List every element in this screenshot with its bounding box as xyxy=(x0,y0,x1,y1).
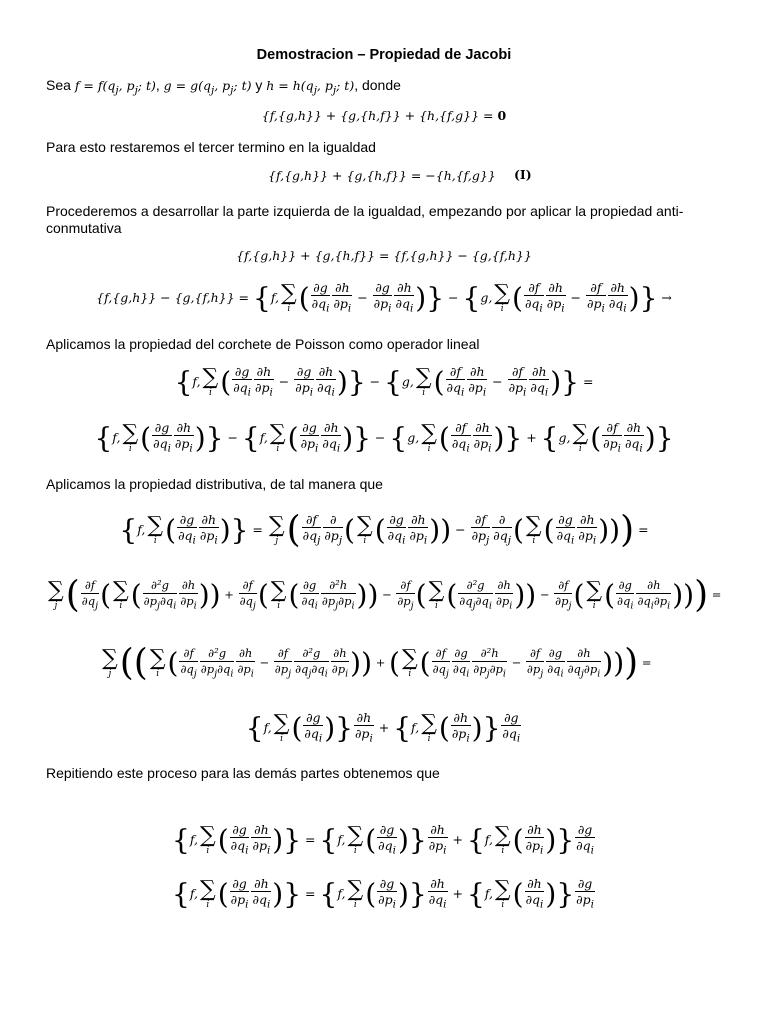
distributive-equation-line4: {f, ∑ i ( $\frac{\partial g}{\partial q_i}$ )} $\frac{\partial h}{\partial p_i}$ + {f, ∑ i ( $\frac{\partial h}{\partial p_i}$ )} $\frac{\partial g}{\partial q_i}$ xyxy=(245,710,521,745)
g-definition: $g = g(q_j$, $p_j$; t) xyxy=(163,78,252,97)
anticommutative-equation: {f,{g,h}} + {g,{h,f}} = {f,{g,h}} − {g,{f,h}} xyxy=(236,248,532,263)
jacobi-identity-equation: {f,{g,h}} + {g,{h,f}} + {h,{f,g}} = 0 xyxy=(261,108,507,123)
page-title: Demostracion – Propiedad de Jacobi xyxy=(256,47,512,63)
intro-y: y xyxy=(255,77,263,93)
paragraph-distributiva: Aplicamos la propiedad distributiva, de tal manera que xyxy=(46,476,383,492)
intro-line xyxy=(46,77,401,100)
intro-donde: , donde xyxy=(354,77,401,93)
paragraph-proceder-line2: conmutativa xyxy=(46,220,122,236)
distributive-equation-line3: ∑ j (( ∑ i ( $\frac{\partial f}{\partial q_j}$ $\frac{\text{∂²g}}{\partial p_j\partial q_i}$ $\frac{\partial h}{\partial p_i}$ − $\frac{\partial f}{\partial p_j}$ $\frac{\text{∂²g}}{\partial q_j\partial q_i}$ $\frac{\partial h}{\partial p_i}$ )) + ( ∑ i ( $\frac{\partial f}{\partial q_j}$ $\frac{\partial g}{\partial q_i}$ $\frac{\text{∂²h}}{\partial p_j\partial p_i}$ − $\frac{\partial f}{\partial p_j}$ $\frac{\partial g}{\partial q_i}$ $\frac{\partial h}{\partial q_j\partial p_i}$ ))) = xyxy=(102,642,652,684)
intro-comma: , xyxy=(155,77,160,93)
distributive-equation-line2: ∑ j ( $\frac{\partial f}{\partial q_j}$ ( ∑ i ( $\frac{\text{∂²g}}{\partial p_j\partial q_i}$ $\frac{\partial h}{\partial p_i}$ )) + $\frac{\partial f}{\partial q_j}$ ( ∑ i ( $\frac{\partial g}{\partial q_i}$ $\frac{\text{∂²h}}{\partial p_j\partial p_i}$ )) − $\frac{\partial f}{\partial p_j}$ ( ∑ i ( $\frac{\text{∂²g}}{\partial q_j\partial q_i}$ $\frac{\partial h}{\partial p_i}$ )) − $\frac{\partial f}{\partial p_j}$ ( ∑ i ( $\frac{\partial g}{\partial q_i}$ $\frac{\partial h}{\partial q_i\partial p_i}$ ))) = xyxy=(48,574,722,616)
equation-I-tag: (I) xyxy=(514,167,532,182)
paragraph-repetir: Repitiendo este proceso para las demás partes obtenemos que xyxy=(46,765,440,781)
expansion-equation: {f,{g,h}} − {g,{f,h}} = {f, ∑ i ( $\frac{\partial g}{\partial q_i}$ $\frac{\partial h}{\partial p_i}$ − $\frac{\partial g}{\partial p_i}$ $\frac{\partial h}{\partial q_i}$ )} − {g, ∑ i ( $\frac{\partial f}{\partial q_i}$ $\frac{\partial h}{\partial p_i}$ − $\frac{\partial f}{\partial p_i}$ $\frac{\partial h}{\partial q_i}$ )} → xyxy=(96,280,672,315)
paragraph-restar: Para esto restaremos el tercer termino en la igualdad xyxy=(46,139,376,155)
equation-I: {f,{g,h}} + {g,{h,f}} = −{h,{f,g}} xyxy=(268,168,496,183)
f-definition: $f = f(q_j$, $p_j$; t) xyxy=(74,78,156,97)
result-equation-2: {f, ∑ i ( $\frac{\partial g}{\partial p_i}$ $\frac{\partial h}{\partial q_i}$ )} = {f, ∑ i ( $\frac{\partial g}{\partial p_i}$ )} $\frac{\partial h}{\partial q_i}$ + {f, ∑ i ( $\frac{\partial h}{\partial q_i}$ )} $\frac{\partial g}{\partial p_i}$ xyxy=(172,876,594,911)
paragraph-lineal: Aplicamos la propiedad del corchete de Poisson como operador lineal xyxy=(46,336,480,352)
intro-sea: Sea xyxy=(46,77,71,93)
h-definition: $h = h(q_j$, $p_j$; t) xyxy=(266,78,355,97)
linear-equation-line1: {f, ∑ i ( $\frac{\partial g}{\partial q_i}$ $\frac{\partial h}{\partial p_i}$ − $\frac{\partial g}{\partial p_i}$ $\frac{\partial h}{\partial q_i}$ )} − {g, ∑ i ( $\frac{\partial f}{\partial q_i}$ $\frac{\partial h}{\partial p_i}$ − $\frac{\partial f}{\partial p_i}$ $\frac{\partial h}{\partial q_i}$ )} = xyxy=(174,364,594,399)
linear-equation-line2: {f, ∑ i ( $\frac{\partial g}{\partial q_i}$ $\frac{\partial h}{\partial p_i}$ )} − {f, ∑ i ( $\frac{\partial g}{\partial p_i}$ $\frac{\partial h}{\partial q_i}$ )} − {g, ∑ i ( $\frac{\partial f}{\partial q_i}$ $\frac{\partial h}{\partial p_i}$ )} + {g, ∑ i ( $\frac{\partial f}{\partial p_i}$ $\frac{\partial h}{\partial q_i}$ )} xyxy=(94,420,674,455)
paragraph-proceder-line1: Procederemos a desarrollar la parte izquierda de la igualdad, empezando por aplicar la propiedad anti- xyxy=(46,203,684,219)
distributive-equation-line1: {f, ∑ i ( $\frac{\partial g}{\partial q_i}$ $\frac{\partial h}{\partial p_i}$ )} = ∑ j ( $\frac{\partial f}{\partial q_j}$ $\frac{\partial}{\partial p_j}$ ( ∑ i ( $\frac{\partial g}{\partial q_i}$ $\frac{\partial h}{\partial p_i}$ )) − $\frac{\partial f}{\partial p_j}$ $\frac{\partial}{\partial q_j}$ ( ∑ i ( $\frac{\partial g}{\partial q_i}$ $\frac{\partial h}{\partial p_i}$ ))) = xyxy=(119,509,649,551)
result-equation-1: {f, ∑ i ( $\frac{\partial g}{\partial q_i}$ $\frac{\partial h}{\partial p_i}$ )} = {f, ∑ i ( $\frac{\partial g}{\partial q_i}$ )} $\frac{\partial h}{\partial p_i}$ + {f, ∑ i ( $\frac{\partial h}{\partial p_i}$ )} $\frac{\partial g}{\partial q_i}$ xyxy=(172,822,594,857)
